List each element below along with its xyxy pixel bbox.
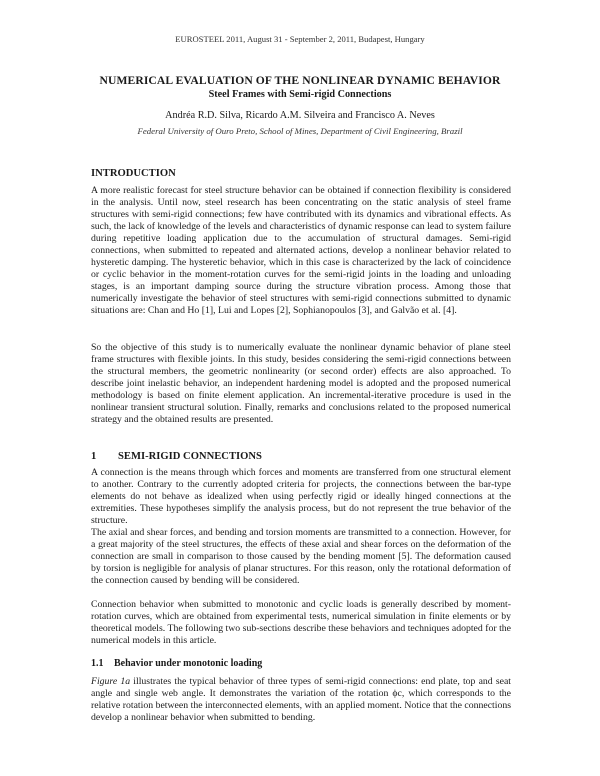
paragraph-text: illustrates the typical behavior of three types of semi-rigid connections: end plate, top and seat angle and single web angle. It demonstrates the variation of the rotation ϕc, which corresponds to the relative rotation between the interconnected elements, with an applied moment. Notice that the connections develop a nonlinear behavior when submitted to bending. [91, 676, 511, 723]
paper-title: NUMERICAL EVALUATION OF THE NONLINEAR DYNAMIC BEHAVIOR [99, 74, 501, 87]
subsection-1-1-heading [91, 658, 262, 669]
section-title: SEMI-RIGID CONNECTIONS [118, 451, 262, 462]
affiliation: Federal University of Ouro Preto, School of Mines, Department of Civil Engineering, Brazil [137, 126, 463, 136]
figure-reference: Figure 1a [91, 676, 131, 687]
section-1-paragraph-2: The axial and shear forces, and bending and torsion moments are transmitted to a connection. However, for a great majority of the steel structures, the effects of these axial and shear forces on the deformation of the connection are small in comparison to those caused by the bending moment [5]. The deformation caused by torsion is negligible for analysis of planar structures. For this reason, only the rotational deformation of the connection caused by bending will be considered. [91, 527, 511, 586]
author-list: Andréa R.D. Silva, Ricardo A.M. Silveira and Francisco A. Neves [165, 110, 435, 121]
section-1-heading [91, 451, 262, 462]
intro-paragraph-1: A more realistic forecast for steel structure behavior can be obtained if connection flexibility is considered in the analysis. Until now, steel research has been concentrating on the static analysis of steel frame structures with semi-rigid connections; few have contributed with its dynamics and vibrational effects. As such, the lack of knowledge of the levels and characteristics of dynamic response can lead to system failure during repetitive loading application due to the accumulation of structural damages. Semi-rigid connections, when submitted to repeated and alternated actions, develop a nonlinear behavior related to hysteretic damping. The hysteretic behavior, which in this case is characterized by the lack of coincidence or cyclic behavior in the moment-rotation curves for the semi-rigid joints in the loading and unloading stages, is an important damping source during the structure vibration process. Among those that numerically investigate the behavior of steel structures with semi-rigid connections submitted to dynamic situations are: Chan and Ho [1], Lui and Lopes [2], Sophianopoulos [3], and Galvão et al. [4]. [91, 185, 511, 316]
subsection-1-1-paragraph-1 [91, 676, 511, 724]
intro-heading: INTRODUCTION [91, 168, 176, 179]
section-1-paragraph-1: A connection is the means through which forces and moments are transferred from one structural element to another. Contrary to the currently adopted criteria for projects, the connections between the bar-type elements do not behave as idealized when using perfectly rigid or ideally hinged connections at the extremities. These hypotheses simplify the analysis process, but do not represent the true behavior of the structure. [91, 467, 511, 526]
section-number: 1 [91, 451, 97, 462]
subsection-title: Behavior under monotonic loading [114, 658, 263, 669]
intro-paragraph-2: So the objective of this study is to numerically evaluate the nonlinear dynamic behavior of plane steel frame structures with flexible joints. In this study, besides considering the semi-rigid connections between the structural members, the geometric nonlinearity (or second order) effects are also approached. To describe joint inelastic behavior, an independent hardening model is adopted and the proposed numerical methodology is based on finite element application. An incremental-iterative procedure is used in the nonlinear transient structural solution. Finally, remarks and conclusions related to the proposed numerical strategy and the obtained results are presented. [91, 342, 511, 425]
running-header: EUROSTEEL 2011, August 31 - September 2, 2011, Budapest, Hungary [175, 34, 425, 44]
subsection-number: 1.1 [91, 658, 104, 669]
section-1-paragraph-3: Connection behavior when submitted to monotonic and cyclic loads is generally described by moment-rotation curves, which are obtained from experimental tests, numerical simulation in finite elements or by theoretical models. The following two sub-sections describe these behaviors and techniques adopted for the numerical models in this article. [91, 599, 511, 646]
paper-subtitle: Steel Frames with Semi-rigid Connections [208, 89, 392, 100]
